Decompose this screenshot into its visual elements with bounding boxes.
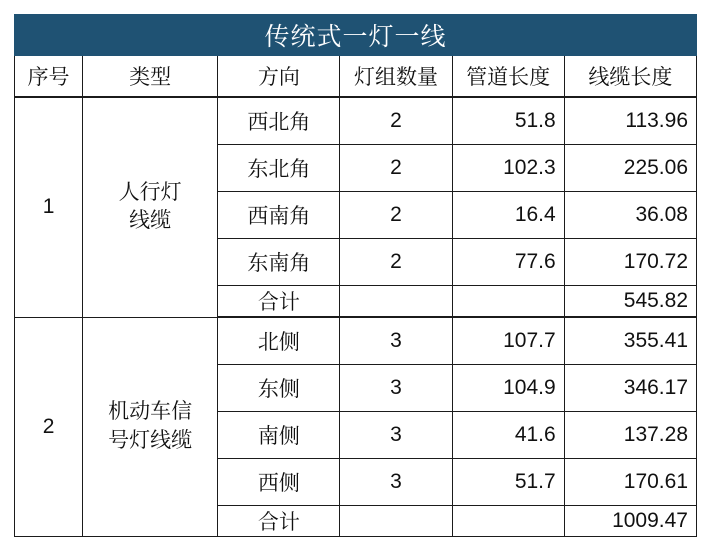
pipe-length-cell: 107.7 — [452, 317, 564, 365]
group-type-2 — [83, 317, 218, 537]
cable-length-cell: 113.96 — [564, 97, 696, 145]
pipe-length-cell: 51.7 — [452, 459, 564, 506]
column-header-lamp-count: 灯组数量 — [340, 56, 452, 98]
column-header-direction: 方向 — [218, 56, 340, 98]
group-type-2-line1: 机动车信 — [108, 400, 193, 424]
lamp-count-cell: 3 — [340, 365, 452, 412]
direction-cell: 西南角 — [218, 192, 340, 239]
total-pipe-length — [452, 506, 564, 537]
total-cable-length: 1009.47 — [564, 506, 696, 537]
table-title-row — [15, 15, 697, 56]
subtotal-lamp-count-1 — [340, 286, 452, 318]
group-type-1-line2: 线缆 — [129, 209, 172, 233]
subtotal-pipe-length-1 — [452, 286, 564, 318]
summary-table — [14, 14, 697, 537]
pipe-length-cell: 16.4 — [452, 192, 564, 239]
lamp-count-cell: 3 — [340, 459, 452, 506]
pipe-length-cell: 77.6 — [452, 239, 564, 286]
group-index-2: 2 — [15, 317, 83, 537]
table-title: 传统式一灯一线 — [15, 15, 697, 56]
total-lamp-count — [340, 506, 452, 537]
direction-cell: 东北角 — [218, 145, 340, 192]
direction-cell: 东南角 — [218, 239, 340, 286]
cable-length-cell: 170.61 — [564, 459, 696, 506]
lamp-count-cell: 2 — [340, 192, 452, 239]
group-type-1-line1: 人行灯 — [118, 180, 182, 204]
subtotal-cable-length-1: 545.82 — [564, 286, 696, 318]
total-label: 合计 — [218, 506, 340, 537]
column-header-pipe-length: 管道长度 — [452, 56, 564, 98]
lamp-count-cell: 2 — [340, 239, 452, 286]
direction-cell: 南侧 — [218, 412, 340, 459]
cable-length-cell: 346.17 — [564, 365, 696, 412]
cable-length-cell: 137.28 — [564, 412, 696, 459]
direction-cell: 北侧 — [218, 317, 340, 365]
column-header-index: 序号 — [15, 56, 83, 98]
cable-length-cell: 355.41 — [564, 317, 696, 365]
lamp-count-cell: 3 — [340, 317, 452, 365]
lamp-count-cell: 3 — [340, 412, 452, 459]
direction-cell: 东侧 — [218, 365, 340, 412]
direction-cell: 西侧 — [218, 459, 340, 506]
table-row — [15, 317, 697, 365]
group-type-2-line2: 号灯线缆 — [108, 428, 193, 452]
group-type-1 — [83, 97, 218, 317]
group-index-1: 1 — [15, 97, 83, 317]
cable-length-cell: 36.08 — [564, 192, 696, 239]
cable-length-cell: 225.06 — [564, 145, 696, 192]
column-header-type: 类型 — [83, 56, 218, 98]
table-header-row — [15, 56, 697, 98]
column-header-cable-length: 线缆长度 — [564, 56, 696, 98]
lamp-count-cell: 2 — [340, 145, 452, 192]
pipe-length-cell: 102.3 — [452, 145, 564, 192]
pipe-length-cell: 51.8 — [452, 97, 564, 145]
lamp-count-cell: 2 — [340, 97, 452, 145]
pipe-length-cell: 41.6 — [452, 412, 564, 459]
pipe-length-cell: 104.9 — [452, 365, 564, 412]
cable-length-cell: 170.72 — [564, 239, 696, 286]
table-row — [15, 97, 697, 145]
direction-cell: 西北角 — [218, 97, 340, 145]
subtotal-label-1: 合计 — [218, 286, 340, 318]
